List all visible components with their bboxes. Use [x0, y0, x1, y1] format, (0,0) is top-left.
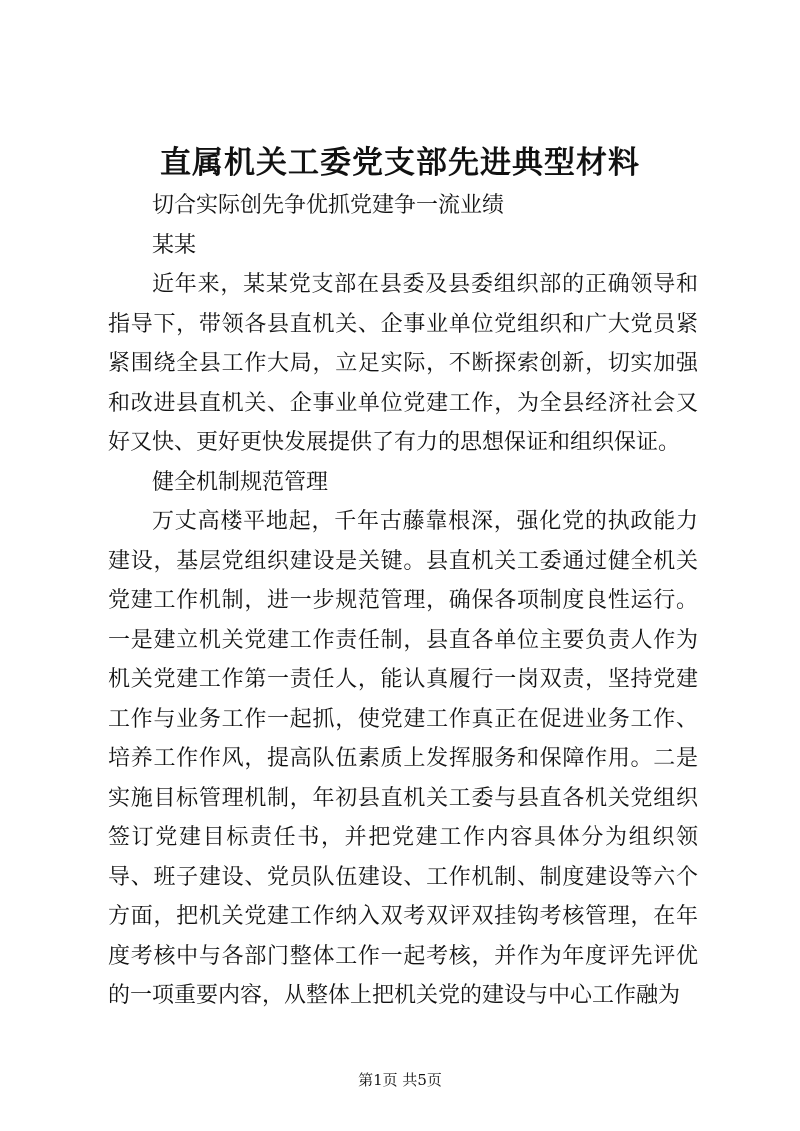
intro-paragraph: 近年来，某某党支部在县委及县委组织部的正确领导和指导下，带领各县直机关、企事业单位党组织和广大党员紧紧围绕全县工作大局，立足实际，不断探索创新，切实加强和改进县直机关、企事业单位党建工作，为全县经济社会又好又快、更好更快发展提供了有力的思想保证和组织保证。: [108, 272, 698, 455]
document-body: [108, 186, 698, 1016]
document-title: 直属机关工委党支部先进典型材料: [160, 145, 640, 181]
body-paragraph: 万丈高楼平地起，千年古藤靠根深，强化党的执政能力建设，基层党组织建设是关键。县直机关工委通过健全机关党建工作机制，进一步规范管理，确保各项制度良性运行。一是建立机关党建工作责任制，县直各单位主要负责人作为机关党建工作第一责任人，能认真履行一岗双责，坚持党建工作与业务工作一起抓，使党建工作真正在促进业务工作、培养工作作风，提高队伍素质上发挥服务和保障作用。二是实施目标管理机制，年初县直机关工委与县直各机关党组织签订党建目标责任书，并把党建工作内容具体分为组织领导、班子建设、党员队伍建设、工作机制、制度建设等六个方面，把机关党建工作纳入双考双评双挂钩考核管理，在年度考核中与各部门整体工作一起考核，并作为年度评先评优的一项重要内容，从整体上把机关党的建设与中心工作融为: [108, 509, 698, 1008]
subtitle-paragraph: 切合实际创先争优抓党建争一流业绩: [152, 193, 505, 218]
section-heading: 健全机制规范管理: [152, 469, 329, 495]
page-footer: 第1页 共5页: [358, 1071, 442, 1089]
author-paragraph: 某某: [152, 232, 197, 258]
